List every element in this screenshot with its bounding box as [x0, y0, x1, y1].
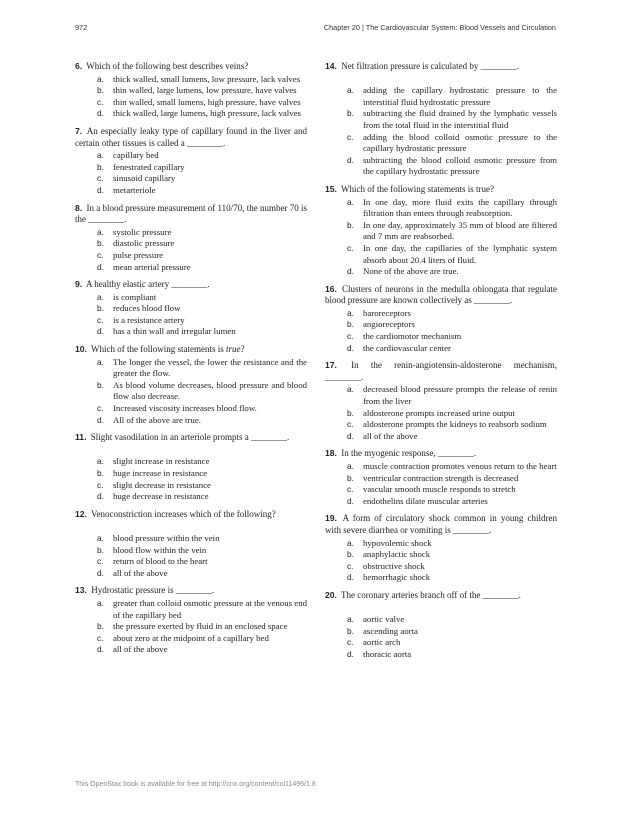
question-number: 8.	[75, 202, 83, 213]
question-number: 7.	[75, 125, 83, 136]
question	[75, 61, 307, 120]
question-text: 12. Venoconstriction increases which of the following?	[75, 508, 276, 519]
answer-option: d. has a thin wall and irregular lumen	[97, 326, 236, 337]
answer-option: a. greater than colloid osmotic pressure at the venous end of the capillary bed	[97, 597, 307, 620]
answer-option: b. thin walled, large lumens, low pressure, have valves	[97, 85, 297, 96]
answer-option: b. In one day, approximately 35 mm of blood are filtered and 7 mm are reabsorbed.	[347, 219, 557, 242]
question-number: 17.	[325, 360, 337, 371]
question	[75, 126, 307, 197]
answer-option: a. In one day, more fluid exits the capillary through filtration than enters through reabsorption.	[347, 196, 557, 219]
answer-option: a. baroreceptors	[347, 307, 411, 318]
answer-option: b. aldosterone prompts increased urine output	[347, 407, 515, 418]
answer-option: a. is compliant	[97, 291, 157, 302]
question-text: 10. Which of the following statements is true?	[75, 344, 245, 355]
answer-option: d. mean arterial pressure	[97, 261, 191, 272]
answer-option: b. reduces blood flow	[97, 303, 181, 314]
answer-option: d. all of the above	[347, 430, 418, 441]
answer-option: c. is a resistance artery	[97, 314, 185, 325]
question-number: 13.	[75, 585, 87, 596]
answer-option: c. aldosterone prompts the kidneys to reabsorb sodium	[347, 419, 547, 430]
answer-option: d. thick walled, large lumens, high pressure, lack valves	[97, 108, 301, 119]
answer-option: a. thick walled, small lumens, low pressure, lack valves	[97, 73, 301, 84]
answer-option: d. the cardiovascular center	[347, 342, 451, 353]
question-text: 11. Slight vasodilation in an arteriole prompts a ________.	[75, 432, 290, 443]
answer-option: d. thoracic aorta	[347, 648, 412, 659]
answer-option: c. vascular smooth muscle responds to stretch	[347, 484, 516, 495]
answer-option: a. The longer the vessel, the lower the resistance and the greater the flow.	[97, 356, 307, 379]
question-text: 19. A form of circulatory shock common in young children with severe diarrhea or vomiting is ________.	[325, 513, 557, 535]
question	[325, 184, 557, 278]
question-number: 19.	[325, 513, 337, 524]
answer-option: b. anaphylactic shock	[347, 549, 431, 560]
question-text: 20. The coronary arteries branch off of the ________.	[325, 589, 521, 600]
answer-option: a. hypovolemic shock	[347, 537, 432, 548]
question-text: 7. An especially leaky type of capillary found in the liver and certain other tissues is called a ________.	[75, 125, 307, 148]
page-number: 972	[75, 23, 88, 32]
answer-option: a. adding the capillary hydrostatic pressure to the interstitial fluid hydrostatic pressure	[347, 85, 557, 107]
question-text: 18. In the myogenic response, ________.	[325, 448, 477, 459]
answer-option: b. diastolic pressure	[97, 238, 175, 249]
left-column	[75, 61, 307, 662]
answer-option: c. In one day, the capillaries of the lymphatic system absorb about 20.4 liters of fluid.	[347, 242, 557, 265]
question	[325, 61, 557, 178]
question	[325, 590, 557, 661]
question	[75, 203, 307, 274]
question-text: 17. In the renin-angiotensin-aldosterone mechanism, ________.	[325, 360, 557, 382]
question	[325, 513, 557, 584]
footer-note: This OpenStax book is available for free at http://cnx.org/content/col11496/1.8	[75, 781, 316, 788]
answer-option: c. sinusoid capillary	[97, 173, 176, 184]
question	[75, 509, 307, 580]
question	[75, 432, 307, 503]
answer-option: a. muscle contraction promotes venous return to the heart	[347, 461, 557, 471]
answer-option: c. thin walled, small lumens, high pressure, have valves	[97, 96, 301, 107]
question-text: 8. In a blood pressure measurement of 110/70, the number 70 is the ________.	[75, 202, 308, 225]
question	[325, 448, 557, 507]
answer-option: c. obstructive shock	[347, 560, 425, 571]
question-number: 12.	[75, 508, 87, 519]
question	[75, 279, 307, 338]
answer-option: b. the pressure exerted by fluid in an enclosed space	[97, 621, 288, 632]
answer-option: b. huge increase in resistance	[97, 468, 208, 478]
question-text: 9. A healthy elastic artery ________.	[75, 279, 210, 290]
answer-option: c. about zero at the midpoint of a capillary bed	[97, 632, 269, 643]
answer-option: d. All of the above are true.	[97, 414, 201, 425]
answer-option: a. systolic pressure	[97, 226, 172, 237]
question-number: 14.	[325, 61, 337, 71]
question-text: 16. Clusters of neurons in the medulla oblongata that regulate blood pressure are known collectively as ________.	[325, 283, 558, 306]
question-text: 13. Hydrostatic pressure is ________.	[75, 585, 215, 596]
question-number: 16.	[325, 283, 337, 294]
answer-option: b. ascending aorta	[347, 625, 418, 636]
answer-option: a. decreased blood pressure prompts the release of renin from the liver	[347, 384, 557, 407]
question-text: 15. Which of the following statements is true?	[325, 183, 495, 194]
answer-option: a. aortic valve	[347, 614, 405, 625]
right-column	[325, 61, 557, 667]
answer-option: a. slight increase in resistance	[97, 456, 210, 467]
question-number: 18.	[325, 448, 337, 459]
answer-option: d. subtracting the blood colloid osmotic pressure from the capillary hydrostatic pressure	[347, 154, 557, 177]
answer-option: c. return of blood to the heart	[97, 556, 208, 567]
answer-option: d. hemorrhagic shock	[347, 572, 431, 583]
answer-option: c. Increased viscosity increases blood flow.	[97, 403, 257, 414]
answer-option: c. aortic arch	[347, 637, 401, 648]
answer-option: c. adding the blood colloid osmotic pressure to the capillary hydrostatic pressure	[347, 131, 557, 154]
answer-option: b. As blood volume decreases, blood pressure and blood flow also decrease.	[97, 379, 307, 402]
answer-option: b. angioreceptors	[347, 319, 415, 330]
answer-option: a. blood pressure within the vein	[97, 532, 220, 543]
question-number: 9.	[75, 279, 83, 290]
question-text: 6. Which of the following best describes veins?	[75, 61, 249, 71]
answer-option: d. None of the above are true.	[347, 266, 459, 277]
question-number: 11.	[75, 432, 87, 443]
answer-option: c. the cardiomotor mechanism	[347, 331, 462, 342]
answer-option: d. all of the above	[97, 567, 168, 578]
answer-option: d. all of the above	[97, 644, 168, 655]
answer-option: b. blood flow within the vein	[97, 544, 207, 555]
answer-option: b. ventricular contraction strength is decreased	[347, 472, 519, 483]
question	[75, 344, 307, 426]
answer-option: b. fenestrated capillary	[97, 161, 185, 172]
question-text: 14. Net filtration pressure is calculated by ________.	[325, 61, 519, 71]
question-number: 20.	[325, 589, 337, 600]
question-number: 15.	[325, 183, 337, 194]
question	[325, 284, 557, 355]
question-number: 6.	[75, 61, 83, 71]
answer-option: b. subtracting the fluid drained by the lymphatic vessels from the total fluid in the interstitial fluid	[347, 108, 557, 130]
answer-option: a. capillary bed	[97, 150, 159, 161]
answer-option: d. metarteriole	[97, 184, 156, 195]
answer-option: c. pulse pressure	[97, 249, 164, 260]
answer-option: c. slight decrease in resistance	[97, 479, 211, 490]
question-number: 10.	[75, 344, 87, 355]
question	[75, 585, 307, 656]
chapter-title: Chapter 20 | The Cardiovascular System: Blood Vessels and Circulation	[323, 23, 556, 32]
answer-option: d. endothelins dilate muscular arteries	[347, 495, 488, 506]
answer-option: d. huge decrease in resistance	[97, 491, 209, 502]
question	[325, 360, 557, 442]
